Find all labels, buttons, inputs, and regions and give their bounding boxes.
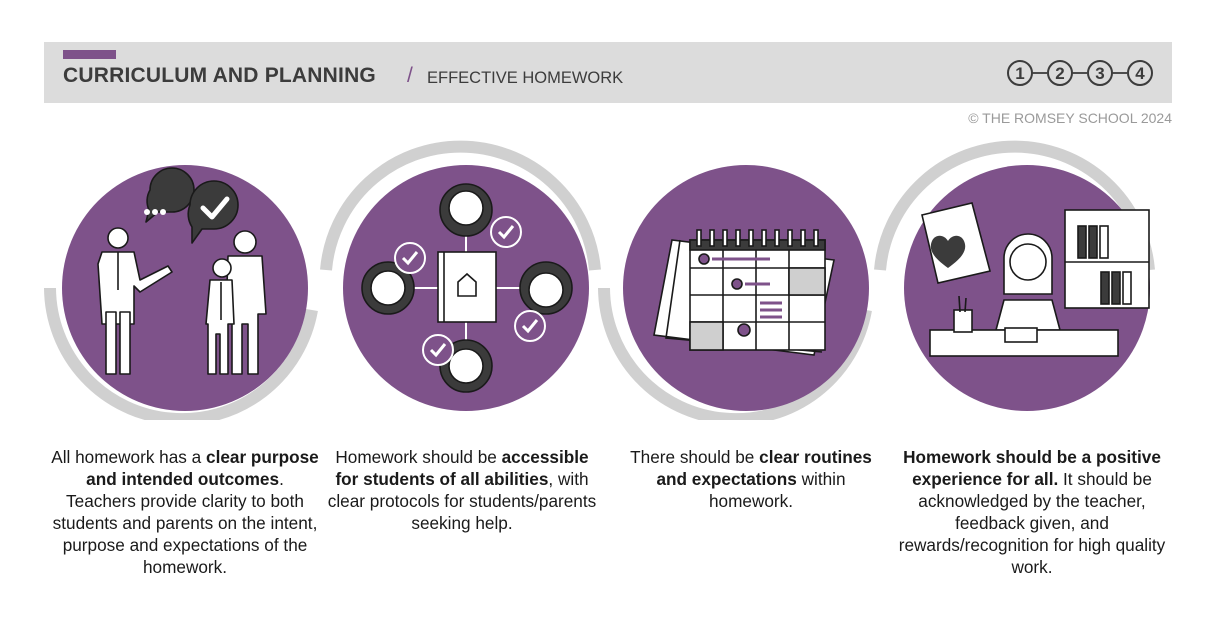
step-3-label: 3 (1095, 64, 1105, 83)
step-2-label: 2 (1055, 64, 1065, 83)
copyright-notice: © THE ROMSEY SCHOOL 2024 (968, 110, 1172, 126)
step-4 (1128, 61, 1152, 85)
page-subtitle: EFFECTIVE HOMEWORK (427, 69, 624, 87)
panel-2-caption-bold: accessible for students of all abilities (335, 447, 589, 489)
panel-3-caption-bold: clear routines and expectations (656, 447, 872, 489)
panel-3-caption-text: There should be (630, 447, 760, 467)
step-3 (1088, 61, 1112, 85)
panel-4-graphic (904, 165, 1150, 411)
panel-1-caption-text: All homework has a (51, 447, 207, 467)
calendar-routine-icon (654, 230, 834, 355)
panel-3-graphic (623, 165, 869, 411)
panel-4-caption (897, 446, 1167, 578)
panel-2-caption (327, 446, 597, 534)
panel-3-caption (616, 446, 886, 512)
panel-2-caption-text: Homework should be (335, 447, 502, 467)
step-4-label: 4 (1135, 64, 1145, 83)
panel-1-caption-bold: clear purpose and intended outcomes (86, 447, 319, 489)
panel-4-caption-text-2: It should be acknowledged by the teacher, feedback given, and rewards/recognition for high quality work. (898, 469, 1166, 577)
process-graphic (0, 120, 1220, 420)
step-1 (1008, 61, 1032, 85)
panel-1-graphic (62, 165, 308, 411)
step-indicator (1006, 59, 1156, 87)
panel-3-caption-text-2: within homework. (708, 469, 846, 511)
step-2 (1048, 61, 1072, 85)
page-title: CURRICULUM AND PLANNING (63, 64, 376, 87)
panel-2-graphic (343, 165, 589, 411)
panel-2-caption-text-2: , with clear protocols for students/parents seeking help. (327, 469, 597, 533)
panel-1-caption-text-2: . Teachers provide clarity to both students and parents on the intent, purpose and expectations of the homework. (52, 469, 318, 577)
title-separator: / (407, 64, 413, 87)
step-1-label: 1 (1015, 64, 1025, 83)
header-accent-bar (63, 50, 116, 59)
panel-4-caption-bold: Homework should be a positive experience for all. (903, 447, 1161, 489)
panel-1-caption (50, 446, 320, 578)
